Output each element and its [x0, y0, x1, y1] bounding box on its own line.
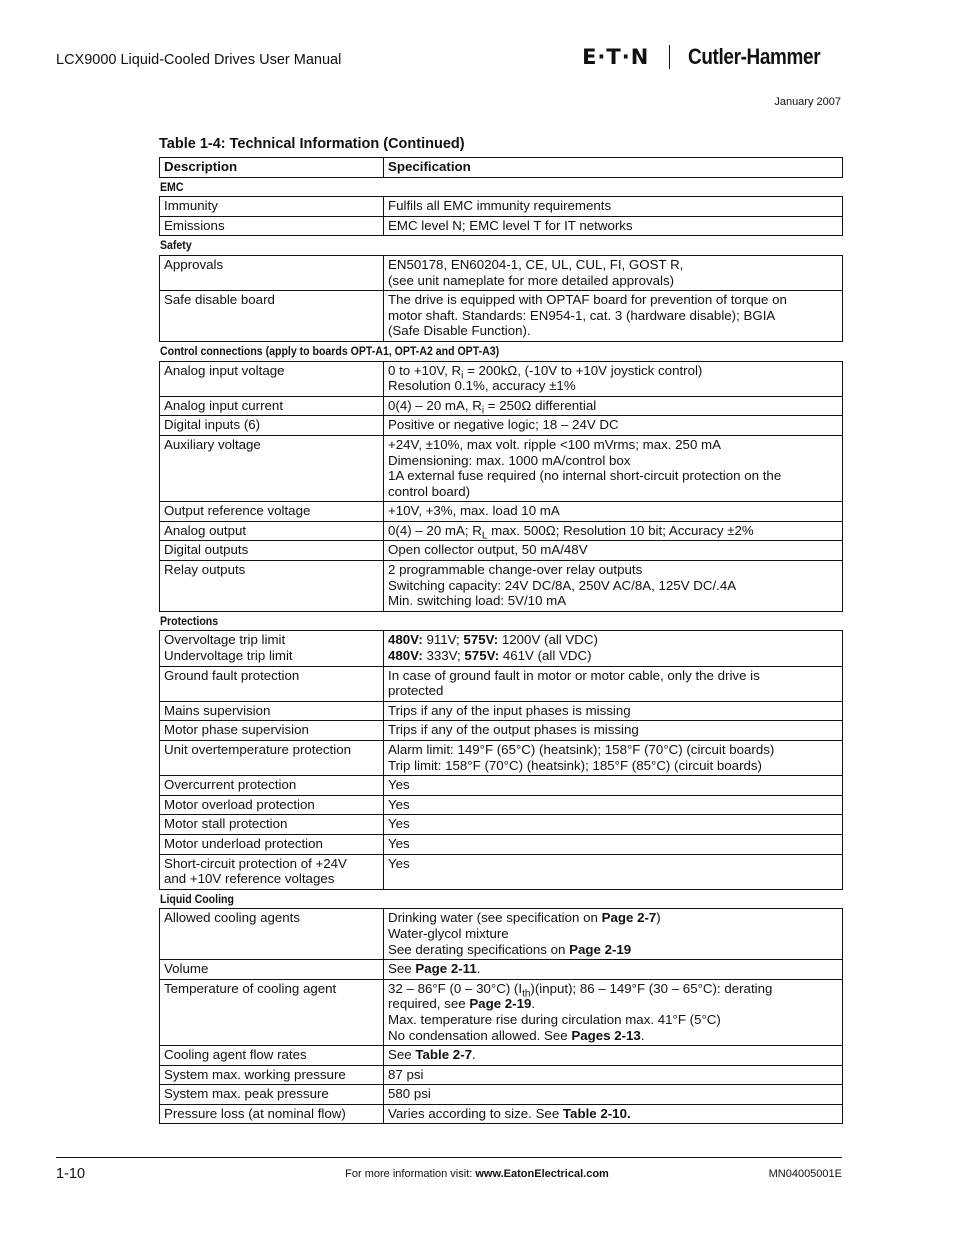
- section-title-text: Liquid Cooling: [159, 891, 234, 906]
- table-row: [160, 666, 843, 701]
- description-line: Motor stall protection: [164, 816, 288, 832]
- description-line: Relay outputs: [164, 562, 246, 578]
- description-line: Mains supervision: [164, 702, 271, 718]
- spec-text: Varies according to size. See: [388, 1105, 563, 1121]
- table-row: [160, 854, 843, 889]
- description-line: Overvoltage trip limit: [164, 632, 286, 648]
- description-line: Digital inputs (6): [164, 417, 261, 433]
- specification-cell: [384, 815, 843, 835]
- spec-text: .: [476, 961, 481, 977]
- section-row: [160, 236, 843, 256]
- spec-text: 1200V (all VDC): [498, 632, 598, 648]
- table-row: [160, 561, 843, 612]
- description-line: Motor phase supervision: [164, 722, 309, 738]
- page-number: 1-10: [56, 1166, 86, 1182]
- specification-cell: [384, 834, 843, 854]
- specification-line: [388, 996, 838, 1012]
- spec-text: See: [388, 1047, 416, 1063]
- document-number: MN04005001E: [768, 1168, 842, 1180]
- specification-cell: [384, 435, 843, 501]
- description-line: Allowed cooling agents: [164, 910, 301, 926]
- specification-cell: [384, 416, 843, 436]
- specification-line: [388, 484, 838, 500]
- description-cell: [160, 291, 384, 342]
- section-title: [160, 236, 843, 256]
- spec-text: +24V, ±10%, max volt. ripple <100 mVrms; max. 250 mA: [388, 436, 721, 452]
- section-title-text: Safety: [159, 238, 192, 253]
- column-header-specification: Specification: [384, 158, 843, 178]
- description-line: Analog input current: [164, 397, 284, 413]
- spec-text: 580 psi: [388, 1086, 431, 1102]
- table-row: [160, 255, 843, 290]
- specification-cell: [384, 1065, 843, 1085]
- spec-text: (Safe Disable Function).: [388, 323, 531, 339]
- specification-line: [388, 703, 838, 719]
- specification-line: [388, 1067, 838, 1083]
- spec-text: Trip limit: 158°F (70°C) (heatsink); 185°F (85°C) (circuit boards): [388, 757, 762, 773]
- spec-text: +10V, +3%, max. load 10 mA: [388, 503, 560, 519]
- specification-line: [388, 1047, 838, 1063]
- spec-text: required, see: [388, 996, 470, 1012]
- description-cell: [160, 854, 384, 889]
- spec-reference: Table 2-10.: [562, 1105, 631, 1121]
- specification-cell: [384, 631, 843, 666]
- spec-text: Positive or negative logic; 18 – 24V DC: [388, 417, 619, 433]
- specification-line: [388, 362, 838, 382]
- specification-cell: [384, 1104, 843, 1124]
- specification-line: [388, 961, 838, 977]
- specification-line: [388, 648, 838, 664]
- specification-cell: [384, 291, 843, 342]
- table-row: [160, 721, 843, 741]
- specification-cell: [384, 197, 843, 217]
- specification-line: [388, 668, 838, 684]
- specification-line: [388, 437, 838, 453]
- specification-line: [388, 593, 838, 609]
- spec-text: Dimensioning: max. 1000 mA/control box: [388, 452, 631, 468]
- section-title-text: Protections: [159, 613, 218, 628]
- section-row: [160, 611, 843, 631]
- specification-line: [388, 683, 838, 699]
- description-line: Short-circuit protection of +24V: [164, 855, 347, 871]
- description-cell: [160, 541, 384, 561]
- spec-text: Water-glycol mixture: [388, 925, 509, 941]
- spec-text: EN50178, EN60204-1, CE, UL, CUL, FI, GOST R,: [388, 256, 684, 272]
- specification-cell: [384, 521, 843, 541]
- spec-text: 1A external fuse required (no internal short-circuit protection on the: [388, 468, 782, 484]
- specification-line: [388, 542, 838, 558]
- description-cell: [160, 795, 384, 815]
- description-line: Immunity: [164, 198, 218, 214]
- spec-text: No condensation allowed. See: [388, 1027, 572, 1043]
- description-cell: [160, 561, 384, 612]
- description-line: Motor overload protection: [164, 796, 315, 812]
- table-row: [160, 361, 843, 396]
- spec-text: Trips if any of the output phases is missing: [388, 722, 639, 738]
- table-row: [160, 291, 843, 342]
- spec-text: protected: [388, 683, 444, 699]
- table-row: [160, 776, 843, 796]
- table-row: [160, 815, 843, 835]
- spec-text: Yes: [388, 777, 410, 793]
- spec-text: Resolution 0.1%, accuracy ±1%: [388, 378, 576, 394]
- table-row: [160, 960, 843, 980]
- description-cell: [160, 502, 384, 522]
- specification-cell: [384, 909, 843, 960]
- specification-line: [388, 308, 838, 324]
- cutler-hammer-logo: Cutler-Hammer: [688, 44, 821, 69]
- spec-text: = 200kΩ, (-10V to +10V joystick control): [463, 362, 703, 378]
- spec-text: Yes: [388, 816, 410, 832]
- spec-text: Min. switching load: 5V/10 mA: [388, 593, 567, 609]
- description-line: Temperature of cooling agent: [164, 980, 337, 996]
- section-title: [160, 341, 843, 361]
- specification-cell: [384, 216, 843, 236]
- spec-text: (see unit nameplate for more detailed approvals): [388, 272, 675, 288]
- spec-text: i: [481, 405, 485, 417]
- spec-text: Trips if any of the input phases is missing: [388, 702, 631, 718]
- specification-line: [388, 257, 838, 273]
- specification-line: [388, 468, 838, 484]
- table-row: [160, 1085, 843, 1105]
- description-line: Auxiliary voltage: [164, 436, 261, 452]
- spec-reference: Pages 2-13: [571, 1027, 641, 1043]
- specification-line: [388, 522, 838, 542]
- table-row: [160, 396, 843, 416]
- spec-text: Alarm limit: 149°F (65°C) (heatsink); 158°F (70°C) (circuit boards): [388, 742, 775, 757]
- description-line: and +10V reference voltages: [164, 871, 335, 887]
- technical-information-table: [159, 157, 843, 1124]
- specification-line: [388, 218, 838, 234]
- spec-reference: Table 2-7: [415, 1047, 473, 1063]
- specification-cell: [384, 979, 843, 1045]
- description-line: Output reference voltage: [164, 503, 311, 519]
- description-cell: [160, 255, 384, 290]
- description-cell: [160, 701, 384, 721]
- specification-line: [388, 836, 838, 852]
- specification-cell: [384, 776, 843, 796]
- description-line: Emissions: [164, 217, 225, 233]
- specification-line: [388, 378, 838, 394]
- specification-line: [388, 323, 838, 339]
- table-row: [160, 834, 843, 854]
- specification-cell: [384, 666, 843, 701]
- spec-text: Drinking water (see specification on: [388, 910, 602, 926]
- spec-text: The drive is equipped with OPTAF board for prevention of torque on: [388, 292, 787, 308]
- specification-cell: [384, 561, 843, 612]
- description-cell: [160, 197, 384, 217]
- spec-text: Open collector output, 50 mA/48V: [388, 542, 588, 558]
- description-cell: [160, 979, 384, 1045]
- table-row: [160, 1046, 843, 1066]
- spec-text: 0(4) – 20 mA; R: [388, 522, 482, 538]
- spec-text: 911V;: [422, 632, 464, 648]
- spec-text: th: [522, 988, 531, 1000]
- specification-line: [388, 926, 838, 942]
- brand-divider: [669, 45, 670, 69]
- section-title-text: Control connections (apply to boards OPT-A1, OPT-A2 and OPT-A3): [159, 343, 499, 358]
- description-line: Unit overtemperature protection: [164, 742, 351, 757]
- footer-website-link[interactable]: www.EatonElectrical.com: [475, 1168, 609, 1180]
- description-cell: [160, 1104, 384, 1124]
- section-row: [160, 177, 843, 197]
- spec-text: i: [461, 370, 464, 382]
- spec-text: 2 programmable change-over relay outputs: [388, 562, 643, 578]
- table-row: [160, 741, 843, 776]
- table-row: [160, 701, 843, 721]
- spec-reference: 480V:: [388, 648, 423, 664]
- table-row: [160, 1065, 843, 1085]
- table-row: [160, 521, 843, 541]
- spec-reference: Page 2-19: [569, 941, 632, 957]
- description-cell: [160, 1085, 384, 1105]
- description-line: Motor underload protection: [164, 835, 323, 851]
- spec-text: 461V (all VDC): [499, 648, 592, 664]
- description-cell: [160, 909, 384, 960]
- specification-cell: [384, 1085, 843, 1105]
- description-cell: [160, 721, 384, 741]
- table-caption: Table 1-4: Technical Information (Continued): [159, 136, 465, 152]
- spec-text: = 250Ω differential: [484, 397, 597, 413]
- description-cell: [160, 361, 384, 396]
- publication-date: January 2007: [774, 96, 841, 108]
- description-cell: [160, 834, 384, 854]
- specification-cell: [384, 502, 843, 522]
- spec-text: 0 to +10V, R: [388, 362, 462, 378]
- spec-reference: Page 2-7: [601, 910, 657, 926]
- spec-text: See: [388, 961, 416, 977]
- description-cell: [160, 1046, 384, 1066]
- specification-line: [388, 397, 838, 417]
- specification-cell: [384, 396, 843, 416]
- footer-info-text: For more information visit:: [345, 1168, 476, 1180]
- description-line: Pressure loss (at nominal flow): [164, 1105, 346, 1121]
- description-line: Volume: [164, 961, 209, 977]
- specification-cell: [384, 255, 843, 290]
- spec-text: max. 500Ω; Resolution 10 bit; Accuracy ±2%: [487, 522, 754, 538]
- description-cell: [160, 741, 384, 776]
- specification-line: [388, 578, 838, 594]
- spec-reference: 480V:: [388, 632, 423, 648]
- specification-cell: [384, 960, 843, 980]
- table-row: [160, 979, 843, 1045]
- specification-line: [388, 417, 838, 433]
- description-line: Digital outputs: [164, 542, 249, 558]
- section-row: [160, 341, 843, 361]
- specification-cell: [384, 795, 843, 815]
- description-cell: [160, 216, 384, 236]
- spec-text: 0(4) – 20 mA, R: [388, 397, 482, 413]
- specification-line: [388, 758, 838, 774]
- specification-cell: [384, 741, 843, 776]
- section-title: [160, 611, 843, 631]
- specification-line: [388, 742, 838, 758]
- specification-line: [388, 980, 838, 1000]
- table-row: [160, 197, 843, 217]
- table-header-row: [160, 158, 843, 178]
- table-row: [160, 216, 843, 236]
- specification-line: [388, 453, 838, 469]
- table-body: [160, 177, 843, 1124]
- table-row: [160, 541, 843, 561]
- spec-text: 87 psi: [388, 1066, 424, 1082]
- spec-text: control board): [388, 483, 471, 499]
- specification-line: [388, 1086, 838, 1102]
- spec-text: Fulfils all EMC immunity requirements: [388, 198, 612, 214]
- section-title-text: EMC: [159, 179, 183, 194]
- spec-text: In case of ground fault in motor or motor cable, only the drive is: [388, 667, 760, 683]
- specification-line: [388, 856, 838, 872]
- spec-text: 32 – 86°F (0 – 30°C) (I: [388, 980, 523, 996]
- footer-rule: [56, 1157, 842, 1158]
- description-cell: [160, 1065, 384, 1085]
- specification-cell: [384, 1046, 843, 1066]
- spec-text: ): [656, 910, 661, 926]
- description-line: Overcurrent protection: [164, 777, 297, 793]
- spec-text: EMC level N; EMC level T for IT networks: [388, 217, 633, 233]
- description-line: Undervoltage trip limit: [164, 648, 293, 664]
- spec-reference: Page 2-11: [415, 961, 477, 977]
- specification-line: [388, 562, 838, 578]
- table-row: [160, 909, 843, 960]
- description-line: Safe disable board: [164, 292, 275, 308]
- specification-line: [388, 910, 838, 926]
- specification-line: [388, 777, 838, 793]
- specification-line: [388, 292, 838, 308]
- spec-text: See derating specifications on: [388, 941, 570, 957]
- specification-cell: [384, 721, 843, 741]
- spec-text: )(input); 86 – 149°F (30 – 65°C): derating: [530, 980, 773, 996]
- spec-text: Switching capacity: 24V DC/8A, 250V AC/8A, 125V DC/.4A: [388, 577, 737, 593]
- spec-text: .: [472, 1047, 476, 1063]
- specification-line: [388, 722, 838, 738]
- section-title: [160, 889, 843, 909]
- description-cell: [160, 416, 384, 436]
- column-header-description: Description: [160, 158, 384, 178]
- description-line: Ground fault protection: [164, 667, 300, 683]
- description-line: Analog input voltage: [164, 362, 285, 378]
- manual-title: LCX9000 Liquid-Cooled Drives User Manual: [56, 52, 342, 68]
- table-row: [160, 435, 843, 501]
- specification-cell: [384, 361, 843, 396]
- specification-line: [388, 273, 838, 289]
- specification-line: [388, 1106, 838, 1122]
- specification-cell: [384, 854, 843, 889]
- section-title: [160, 177, 843, 197]
- spec-text: Max. temperature rise during circulation max. 41°F (5°C): [388, 1011, 721, 1027]
- spec-text: motor shaft. Standards: EN954-1, cat. 3 (hardware disable); BGIA: [388, 307, 776, 323]
- eaton-logo: E·T·N: [582, 45, 650, 69]
- spec-text: L: [481, 530, 488, 542]
- specification-cell: [384, 541, 843, 561]
- specification-line: [388, 797, 838, 813]
- specification-line: [388, 1012, 838, 1028]
- description-cell: [160, 631, 384, 666]
- table-row: [160, 416, 843, 436]
- description-cell: [160, 666, 384, 701]
- table-row: [160, 631, 843, 666]
- specification-line: [388, 1028, 838, 1044]
- description-cell: [160, 435, 384, 501]
- description-cell: [160, 521, 384, 541]
- specification-cell: [384, 701, 843, 721]
- table-row: [160, 1104, 843, 1124]
- specification-line: [388, 942, 838, 958]
- description-cell: [160, 960, 384, 980]
- spec-text: Yes: [388, 835, 410, 851]
- spec-reference: 575V:: [463, 632, 499, 648]
- table-row: [160, 795, 843, 815]
- spec-reference: 575V:: [464, 648, 500, 664]
- description-cell: [160, 815, 384, 835]
- specification-line: [388, 198, 838, 214]
- spec-text: Yes: [388, 796, 410, 812]
- description-line: Analog output: [164, 522, 247, 538]
- section-row: [160, 889, 843, 909]
- specification-line: [388, 503, 838, 519]
- brand-logo: [582, 44, 842, 70]
- spec-text: .: [531, 996, 536, 1012]
- table-row: [160, 502, 843, 522]
- spec-text: 333V;: [422, 648, 465, 664]
- description-cell: [160, 776, 384, 796]
- specification-line: [388, 632, 838, 648]
- spec-reference: Page 2-19: [469, 996, 532, 1012]
- spec-text: .: [640, 1027, 645, 1043]
- spec-text: Yes: [388, 855, 410, 871]
- description-line: System max. working pressure: [164, 1066, 346, 1082]
- description-line: System max. peak pressure: [164, 1086, 329, 1102]
- description-line: Cooling agent flow rates: [164, 1047, 307, 1063]
- description-cell: [160, 396, 384, 416]
- specification-line: [388, 816, 838, 832]
- description-line: Approvals: [164, 256, 224, 272]
